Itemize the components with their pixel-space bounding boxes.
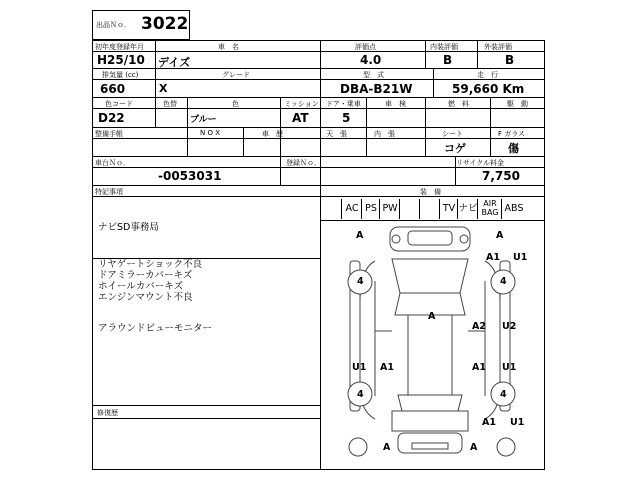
lot-box — [92, 10, 190, 40]
hdr-notes: 特記事項 — [95, 188, 123, 196]
val-glass: 傷 — [508, 142, 519, 155]
hdr-reg-no: 登録Ｎｏ． — [286, 159, 321, 167]
note-item: ホイールカバーキズ — [98, 281, 184, 292]
val-chassis: -0053031 — [158, 169, 222, 183]
damage-u1-top: U1 — [513, 252, 528, 263]
hdr-seat: シート — [442, 130, 463, 138]
hdr-chassis: 車台Ｎｏ． — [95, 159, 130, 167]
hdr-mission: ミッション — [284, 100, 319, 108]
damage-right-u1: U1 — [502, 362, 517, 373]
hdr-glass: F ガラス — [498, 130, 526, 138]
val-color-code: D22 — [98, 111, 125, 125]
equipment-item: ABS — [501, 199, 526, 219]
hdr-fuel: 燃 料 — [448, 100, 469, 108]
val-score: 4.0 — [360, 53, 382, 67]
tire-fl: 4 — [357, 276, 364, 287]
damage-front-right: A — [496, 230, 504, 241]
lot-number: 3022 — [141, 14, 189, 34]
hdr-grade: グレード — [222, 71, 250, 79]
damage-rear-u1: U1 — [510, 417, 525, 428]
hdr-mileage: 走 行 — [477, 71, 498, 79]
val-displacement: 660 — [100, 82, 126, 96]
equipment-item — [419, 199, 440, 219]
damage-rear-a1: A1 — [482, 417, 496, 428]
tire-rr: 4 — [500, 389, 507, 400]
note-item: ドアミラーカバーキズ — [98, 270, 193, 281]
hdr-drive: 駆 動 — [507, 100, 528, 108]
val-recycle: 7,750 — [482, 169, 520, 183]
equipment-item: TV — [439, 199, 458, 219]
hdr-equipment: 装 備 — [420, 188, 441, 196]
hdr-interior: 内装評価 — [430, 43, 458, 51]
hdr-interior-cond: 内 張 — [374, 130, 395, 138]
hdr-repair: 修復歴 — [97, 409, 118, 417]
hdr-car-name: 車 名 — [218, 43, 239, 51]
hdr-inspection: 車 検 — [385, 100, 406, 108]
note-item: エンジンマウント不良 — [98, 292, 193, 303]
damage-u2: U2 — [502, 321, 517, 332]
val-doors: 5 — [342, 111, 351, 125]
hdr-maint: 整備手帳 — [95, 130, 123, 138]
hdr-model: 型 式 — [363, 71, 384, 79]
equipment-item: PW — [379, 199, 400, 219]
damage-roof: A — [428, 311, 436, 322]
damage-a2: A2 — [472, 321, 486, 332]
damage-a1-top: A1 — [486, 252, 500, 263]
hdr-reg-date: 初年度登録年月 — [95, 43, 144, 51]
val-model: DBA-B21W — [340, 82, 413, 96]
note-item: アラウンドビューモニター — [98, 323, 213, 334]
hdr-doors: ドア・乗車 — [326, 100, 361, 108]
hdr-exterior: 外装評価 — [484, 43, 512, 51]
val-color: ブルー — [190, 115, 217, 125]
val-grade: X — [159, 82, 168, 95]
val-car-name: デイズ — [158, 56, 191, 69]
hdr-nox: N O X — [200, 129, 220, 137]
hdr-sunroof: 天 張 — [326, 130, 347, 138]
tire-rl: 4 — [357, 389, 364, 400]
tire-fr: 4 — [500, 276, 507, 287]
damage-left-u1: U1 — [352, 362, 367, 373]
damage-rear-right-a: A — [470, 442, 478, 453]
note-item: ナビSD事務局 — [98, 222, 159, 233]
equipment-item: AIR BAG — [477, 199, 502, 219]
damage-left-a1: A1 — [380, 362, 394, 373]
hdr-color: 色 — [232, 100, 239, 108]
equipment-item — [399, 199, 420, 219]
equipment-item: ナビ — [457, 199, 478, 219]
val-mileage: 59,660 Km — [452, 82, 525, 96]
val-exterior: B — [505, 53, 515, 67]
hdr-displacement: 排気量 (cc) — [102, 71, 139, 79]
hdr-score: 評価点 — [355, 43, 376, 51]
val-interior: B — [443, 53, 453, 67]
equipment-item: PS — [361, 199, 380, 219]
hdr-color-type: 色替 — [163, 100, 177, 108]
note-item: リヤゲートショック不良 — [98, 259, 203, 270]
val-reg-date: H25/10 — [97, 53, 145, 67]
damage-right-a1: A1 — [472, 362, 486, 373]
equipment-item: AC — [341, 199, 362, 219]
vehicle-diagram — [320, 221, 545, 470]
lot-label: 出品Ｎｏ． — [96, 21, 131, 29]
hdr-color-code: 色コード — [105, 100, 133, 108]
damage-front-left: A — [356, 230, 364, 241]
hdr-history: 車 歴 — [262, 130, 283, 138]
val-interior-cond: コゲ — [444, 142, 466, 155]
damage-rear-left-a: A — [383, 442, 391, 453]
val-mission: AT — [292, 111, 309, 125]
hdr-recycle: リサイクル料金 — [456, 159, 505, 167]
